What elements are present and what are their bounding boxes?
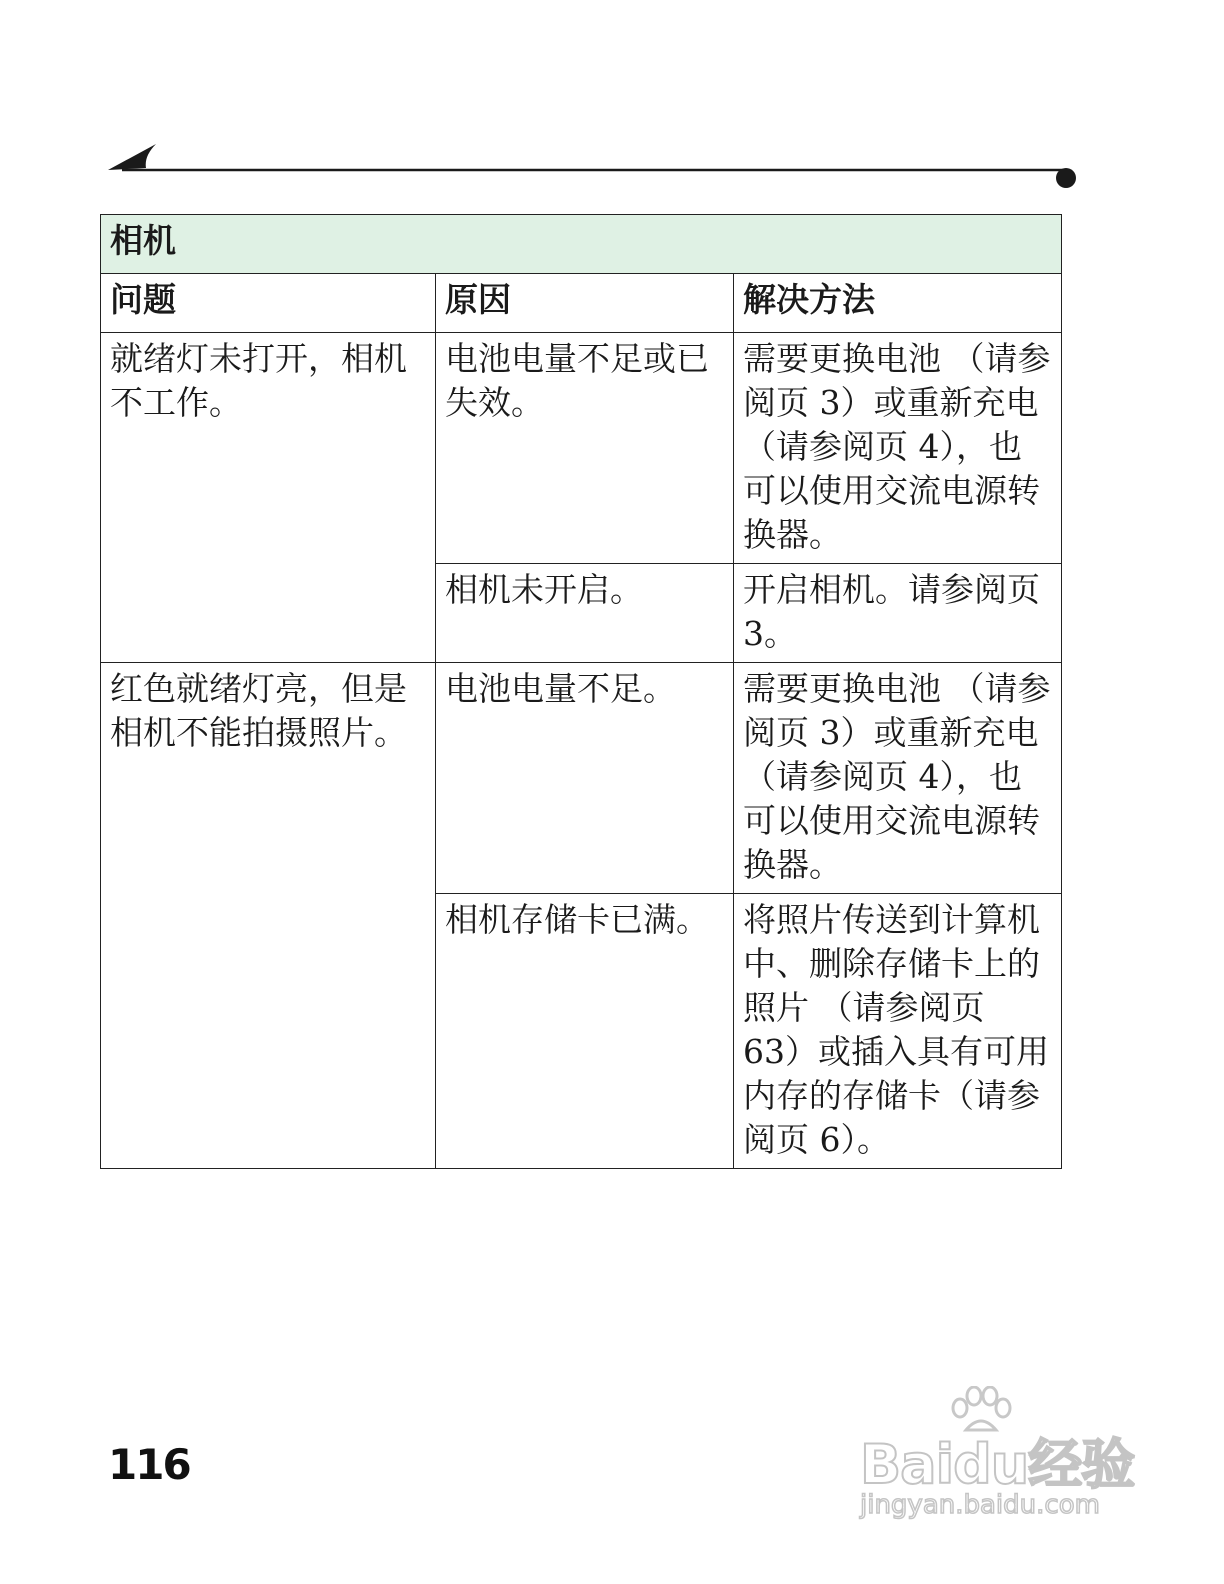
table-row: [101, 663, 1062, 894]
troubleshooting-table: [100, 214, 1062, 1169]
column-header-problem: 问题: [101, 274, 436, 333]
table-row: [101, 333, 1062, 564]
watermark-logo: Baidu经验: [860, 1433, 1135, 1496]
problem-cell: 就绪灯未打开，相机不工作。: [101, 333, 436, 663]
watermark-url: jingyan.baidu.com: [860, 1490, 1100, 1520]
column-header-solution: 解决方法: [734, 274, 1062, 333]
table-section-title: 相机: [101, 215, 1062, 274]
baidu-watermark: [856, 1386, 1146, 1526]
cause-cell: 相机未开启。: [436, 564, 734, 663]
solution-cell: 将照片传送到计算机中、删除存储卡上的照片 （请参阅页 63）或插入具有可用内存的存储卡（请参阅页 6）。: [734, 894, 1062, 1169]
page-number: 116: [108, 1440, 190, 1489]
cause-cell: 相机存储卡已满。: [436, 894, 734, 1169]
cause-cell: 电池电量不足。: [436, 663, 734, 894]
problem-cell: 红色就绪灯亮，但是相机不能拍摄照片。: [101, 663, 436, 1169]
column-header-cause: 原因: [436, 274, 734, 333]
solution-cell: 开启相机。请参阅页 3。: [734, 564, 1062, 663]
solution-cell: 需要更换电池 （请参阅页 3）或重新充电 （请参阅页 4），也可以使用交流电源转换器。: [734, 333, 1062, 564]
cause-cell: 电池电量不足或已失效。: [436, 333, 734, 564]
solution-cell: 需要更换电池 （请参阅页 3）或重新充电 （请参阅页 4），也可以使用交流电源转换器。: [734, 663, 1062, 894]
header-rule-decoration: [108, 140, 1088, 200]
